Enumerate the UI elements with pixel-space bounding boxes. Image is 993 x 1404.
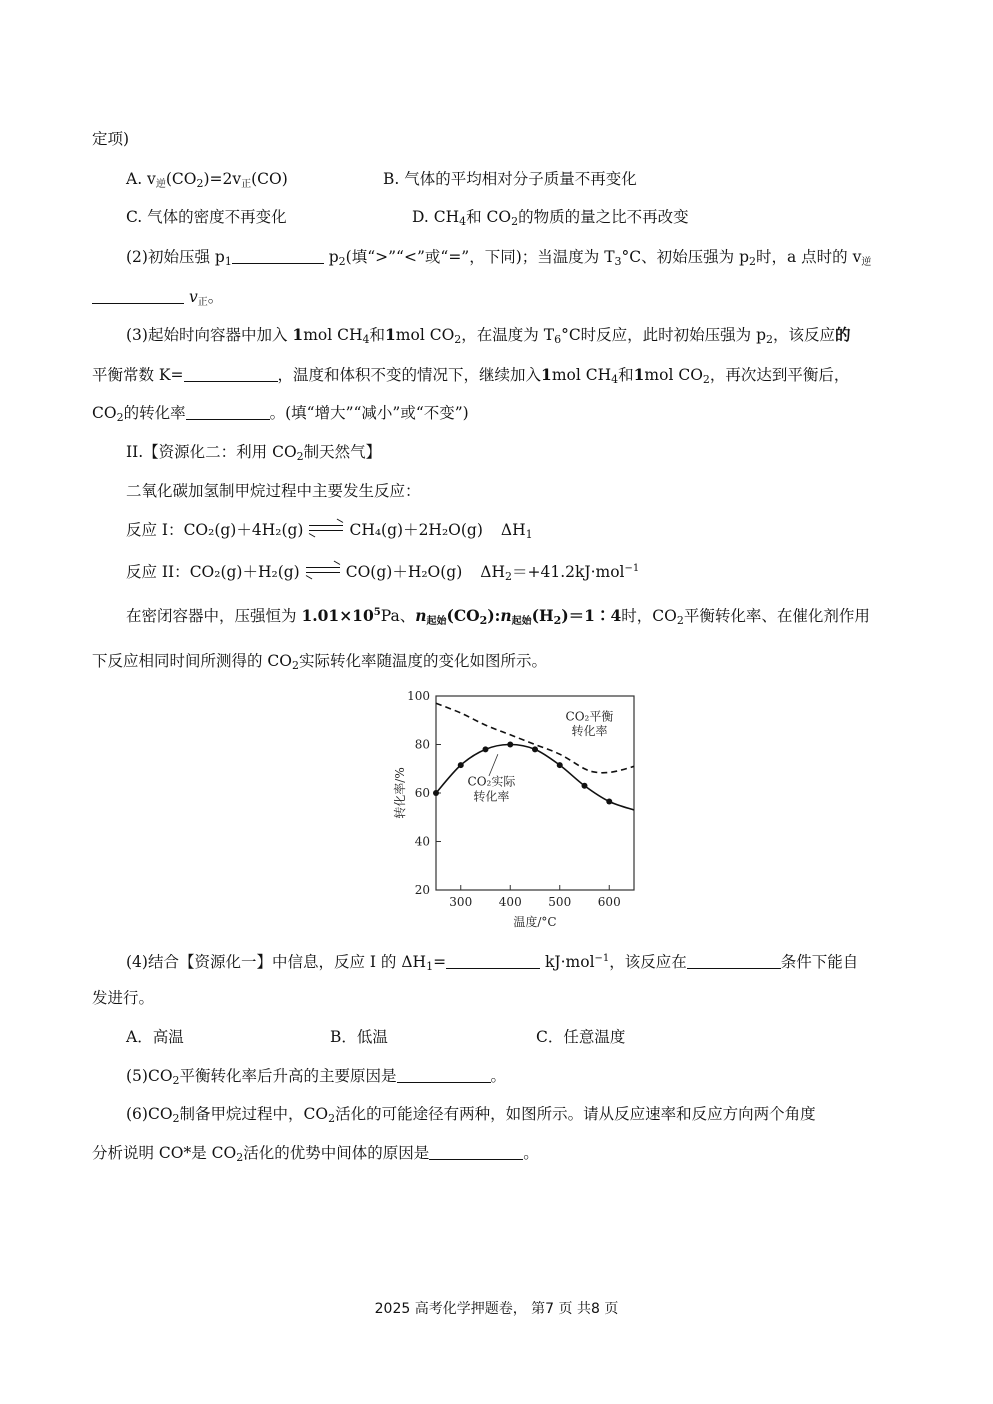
y-tick-label: 60 (414, 786, 430, 800)
data-point (433, 790, 439, 796)
annotation-actual-line2: 转化率 (473, 789, 510, 804)
question-2-line2: v正。 (92, 287, 223, 313)
data-point (557, 762, 563, 768)
question-2-line1: (2)初始压强 $p_1$ $p_2$(填“>”“<”或“=”，下同)；当温度为 $T_3^\circ C$、初始压强为 $p_2$时，a 点时的 v逆 (126, 248, 872, 268)
data-point (532, 746, 538, 752)
reaction-2: 反应 II：CO₂(g)＋H₂(g) CO(g)＋H₂O(g) $\Delta H_2=+41.2kJ\cdot mol^{-1}$ (126, 559, 639, 587)
question-4-line2: 发进行。 (92, 989, 155, 1007)
annotation-equilibrium-line1: CO₂平衡 (565, 709, 614, 724)
data-point (458, 762, 464, 768)
answer-blank[interactable] (232, 249, 324, 264)
answer-blank[interactable] (92, 289, 184, 304)
answer-blank[interactable] (687, 954, 781, 969)
question-4-option-a: A．高温 (126, 1028, 184, 1046)
option-c: C. 气体的密度不再变化 (126, 208, 287, 226)
equilibrium-arrow-icon (306, 565, 340, 575)
answer-blank[interactable] (184, 367, 278, 382)
question-4-line1: (4)结合【资源化一】中信息，反应 I 的 $\Delta H_1= kJ\cdot mol^{-1}$，该反应在 条件下能自 (126, 953, 859, 973)
question-6-line2: 分析说明 CO*是 $CO_2$活化的优势中间体的原因是 。 (92, 1144, 539, 1164)
data-point (582, 783, 588, 789)
answer-blank[interactable] (429, 1145, 523, 1160)
equilibrium-arrow-icon (309, 523, 343, 533)
question-3-line3: $CO_2$的转化率 。(填“增大”“减小”或“不变”) (92, 404, 469, 424)
x-tick-label: 300 (449, 895, 473, 909)
question-text-tail: 定项) (92, 130, 130, 148)
y-tick-label: 80 (414, 737, 430, 752)
question-4-option-c: C．任意温度 (536, 1028, 626, 1046)
y-tick-label: 20 (414, 883, 430, 897)
section-title: II.【资源化二：利用 $CO_2$制天然气】 (126, 443, 382, 463)
option-d: D. $CH_4$和 $CO_2$的物质的量之比不再改变 (412, 208, 689, 228)
answer-blank[interactable] (186, 405, 270, 420)
annotation-equilibrium-line2: 转化率 (571, 723, 608, 738)
y-axis-label: 转化率/% (393, 767, 407, 819)
y-tick-label: 40 (414, 834, 430, 849)
page-footer: 2025 高考化学押题卷， 第7 页 共8 页 (374, 1301, 619, 1317)
answer-blank[interactable] (397, 1068, 491, 1083)
conditions-paragraph-line2: 下反应相同时间所测得的 $CO_2$实际转化率随温度的变化如图所示。 (92, 652, 548, 672)
annotation-actual-line1: CO₂实际 (467, 774, 516, 789)
conditions-paragraph-line1: 在密闭容器中，压强恒为 $1.01\times 10^5Pa$、n起始$(CO_2):n$起始$(H_2)=1∶4$时，$CO_2$平衡转化率、在催化剂作用 (126, 606, 870, 627)
question-4-option-b: B．低温 (330, 1028, 388, 1046)
actual-conversion-line (436, 745, 634, 810)
option-b: B. 气体的平均相对分子质量不再变化 (383, 170, 637, 188)
x-tick-label: 400 (498, 895, 522, 909)
question-3-line2: 平衡常数 K= ，温度和体积不变的情况下，继续加入1mol $CH_4$和1mol $CO_2$，再次达到平衡后， (92, 365, 850, 386)
question-5: $(5)CO_2$平衡转化率后升高的主要原因是 。 (126, 1067, 507, 1087)
data-point (606, 798, 612, 804)
section-intro: 二氧化碳加氢制甲烷过程中主要发生反应： (126, 482, 421, 500)
y-tick-label: 100 (407, 689, 430, 703)
question-3-line1: (3)起始时向容器中加入 1mol $CH_4$和1mol $CO_2$，在温度为 $T_6^\circ C$时反应，此时初始压强为 $p_2$，该反应的 (126, 325, 851, 346)
x-tick-label: 600 (597, 895, 621, 909)
x-tick-label: 500 (548, 895, 572, 909)
answer-blank[interactable] (446, 954, 540, 969)
conversion-rate-chart (380, 682, 650, 932)
annotation-leader (489, 754, 498, 776)
question-6-line1: $(6)CO_2$制备甲烷过程中，$CO_2$活化的可能途径有两种，如图所示。请从反应速率和反应方向两个角度 (126, 1105, 816, 1125)
x-axis-label: 温度/°C (513, 915, 557, 929)
data-point (483, 746, 489, 752)
option-a: A. v逆$(CO_2)=2v$正(CO) (126, 170, 288, 190)
data-point (507, 742, 513, 748)
reaction-1: 反应 I：CO₂(g)＋4H₂(g) CH₄(g)＋2H₂O(g) $\Delta H_1$ (126, 520, 533, 545)
